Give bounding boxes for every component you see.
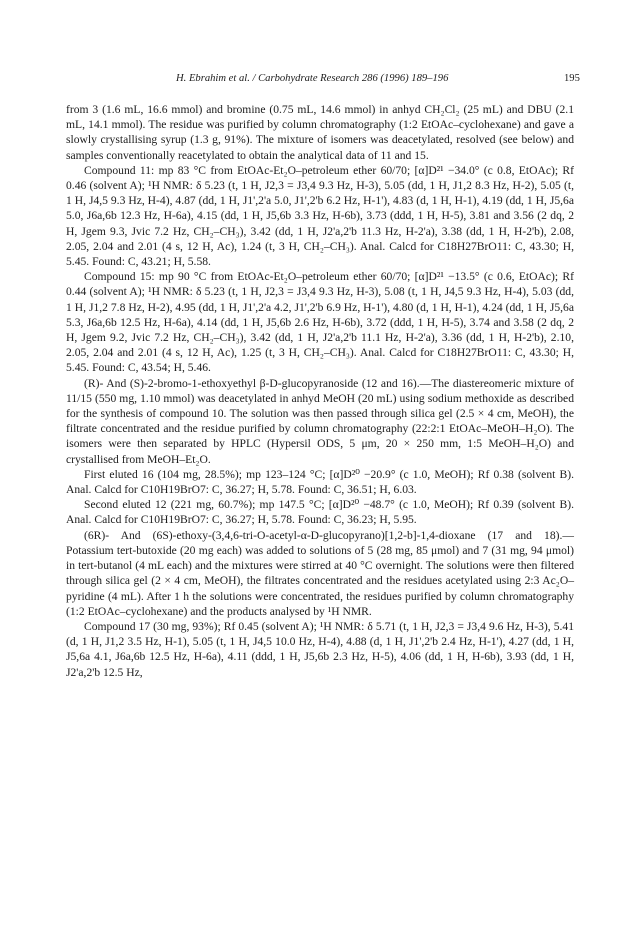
paragraph-compounds-17-18: (6R)- And (6S)-ethoxy-(3,4,6-tri-O-acetyl-α-D-glucopyrano)[1,2-b]-1,4-dioxane (17 and 18).—Potassium tert-butoxide (20 mg each) was added to solutions of 5 (28 mg, 85 μmol) and 7 (31 mg, 94 μmol) in tert-butanol (4 mL each) and the mixtures were stirred at 40 °C overnight. The solutions were then filtered through silica gel (2 × 4 cm, MeOH), the filtrates concentrated and the residues acetylated using 2:3 Ac₂O–pyridine (4 mL). After 1 h the solutions were concentrated, the residues purified by column chromatography (1:2 EtOAc–cyclohexane) and the products analysed by ¹H NMR. [66, 528, 574, 618]
running-header [0, 73, 635, 89]
paragraph-compound-17: Compound 17 (30 mg, 93%); Rf 0.45 (solvent A); ¹H NMR: δ 5.71 (t, 1 H, J2,3 = J3,4 9.6 Hz, H-3), 5.41 (d, 1 H, J1,2 3.5 Hz, H-1), 5.05 (t, 1 H, J4,5 10.0 Hz, H-4), 4.88 (d, 1 H, J1',2'b 2.4 Hz, H-1'), 4.27 (dd, 1 H, J5,6a 4.1, J6a,6b 12.5 Hz, H-6a), 4.11 (ddd, 1 H, J5,6b 2.3 Hz, H-5), 4.06 (dd, 1 H, H-6b), 3.93 (dd, 1 H, J2'a,2'b 12.5 Hz, [66, 619, 574, 679]
paragraph-compound-11: Compound 11: mp 83 °C from EtOAc-Et₂O–petroleum ether 60/70; [α]D²¹ −34.0° (c 0.8, EtOAc); Rf 0.46 (solvent A); ¹H NMR: δ 5.23 (t, 1 H, J2,3 = J3,4 9.3 Hz, H-3), 5.05 (dd, 1 H, J1,2 8.3 Hz, H-2), 5.05 (t, 1 H, J4,5 9.3 Hz, H-4), 4.87 (dd, 1 H, J1',2'a 5.0, J1',2'b 6.2 Hz, H-1'), 4.83 (d, 1 H, H-1), 4.19 (dd, 1 H, J5,6a 5.0, J6a,6b 12.3 Hz, H-6a), 4.15 (dd, 1 H, J5,6b 3.3 Hz, H-6b), 3.73 (ddd, 1 H, H-5), 3.81 and 3.56 (2 dq, 2 H, Jgem 9.3, Jvic 7.2 Hz, CH₂–CH₃), 3.42 (dd, 1 H, J2'a,2'b 11.3 Hz, H-2'a), 3.38 (dd, 1 H, H-2'b), 2.08, 2.05, 2.04 and 2.01 (4 s, 12 H, Ac), 1.24 (t, 3 H, CH₂–CH₃). Anal. Calcd for C18H27BrO11: C, 43.30; H, 5.45. Found: C, 43.21; H, 5.58. [66, 163, 574, 269]
running-title: H. Ebrahim et al. / Carbohydrate Research 286 (1996) 189–196 [176, 73, 449, 84]
paragraph-synthesis-continued: from 3 (1.6 mL, 16.6 mmol) and bromine (0.75 mL, 14.6 mmol) in anhyd CH₂Cl₂ (25 mL) and DBU (2.1 mL, 14.1 mmol). The residue was purified by column chromatography (1:2 EtOAc–cyclohexane) and gave a slowly crystallising syrup (1.3 g, 91%). The mixture of isomers was deacetylated, resolved (see below) and samples conventionally reacetylated to obtain the analytical data of 11 and 15. [66, 103, 574, 162]
paragraph-compounds-12-16: (R)- And (S)-2-bromo-1-ethoxyethyl β-D-glucopyranoside (12 and 16).—The diastereomeric mixture of 11/15 (550 mg, 1.10 mmol) was deacetylated in anhyd MeOH (20 mL) using sodium methoxide as described for the synthesis of compound 10. The solution was then passed through silica gel (2.5 × 4 cm, MeOH), the filtrate concentrated and the residue purified by column chromatography (22:2:1 EtOAc–MeOH–H₂O). The isomers were then separated by HPLC (Hypersil ODS, 5 μm, 20 × 250 mm, 1:5 MeOH–H₂O) and crystallised from MeOH–Et₂O. [66, 376, 574, 466]
paragraph-first-eluted-16: First eluted 16 (104 mg, 28.5%); mp 123–124 °C; [α]D²⁰ −20.9° (c 1.0, MeOH); Rf 0.38 (solvent B). Anal. Calcd for C10H19BrO7: C, 36.27; H, 5.78. Found: C, 36.51; H, 6.03. [66, 467, 574, 497]
page-number: 195 [564, 73, 580, 84]
paragraph-second-eluted-12: Second eluted 12 (221 mg, 60.7%); mp 147.5 °C; [α]D²⁰ −48.7° (c 1.0, MeOH); Rf 0.39 (solvent B). Anal. Calcd for C10H19BrO7: C, 36.27; H, 5.78. Found: C, 36.23; H, 5.95. [66, 498, 574, 527]
body-text [66, 102, 574, 680]
paragraph-compound-15: Compound 15: mp 90 °C from EtOAc-Et₂O–petroleum ether 60/70; [α]D²¹ −13.5° (c 0.6, EtOAc); Rf 0.44 (solvent A); ¹H NMR: δ 5.23 (t, 1 H, J2,3 = J3,4 9.3 Hz, H-3), 5.08 (t, 1 H, J4,5 9.3 Hz, H-4), 5.03 (dd, 1 H, J1,2 7.8 Hz, H-2), 4.95 (dd, 1 H, J1',2'a 4.2, J1',2'b 6.9 Hz, H-1'), 4.80 (d, 1 H, H-1), 4.24 (dd, 1 H, J5,6a 5.3, J6a,6b 12.5 Hz, H-6a), 4.14 (dd, 1 H, J5,6b 2.6 Hz, H-6b), 3.72 (ddd, 1 H, H-5), 3.74 and 3.58 (2 dq, 2 H, Jgem 9.2, Jvic 7.2 Hz, CH₂–CH₃), 3.42 (dd, 1 H, J2'a,2'b 11.1 Hz, H-2'a), 3.36 (dd, 1 H, H-2'b), 2.10, 2.05, 2.04 and 2.01 (4 s, 12 H, Ac), 1.25 (t, 3 H, CH₂–CH₃). Anal. Calcd for C18H27BrO11: C, 43.30; H, 5.45. Found: C, 43.54; H, 5.46. [66, 270, 574, 375]
